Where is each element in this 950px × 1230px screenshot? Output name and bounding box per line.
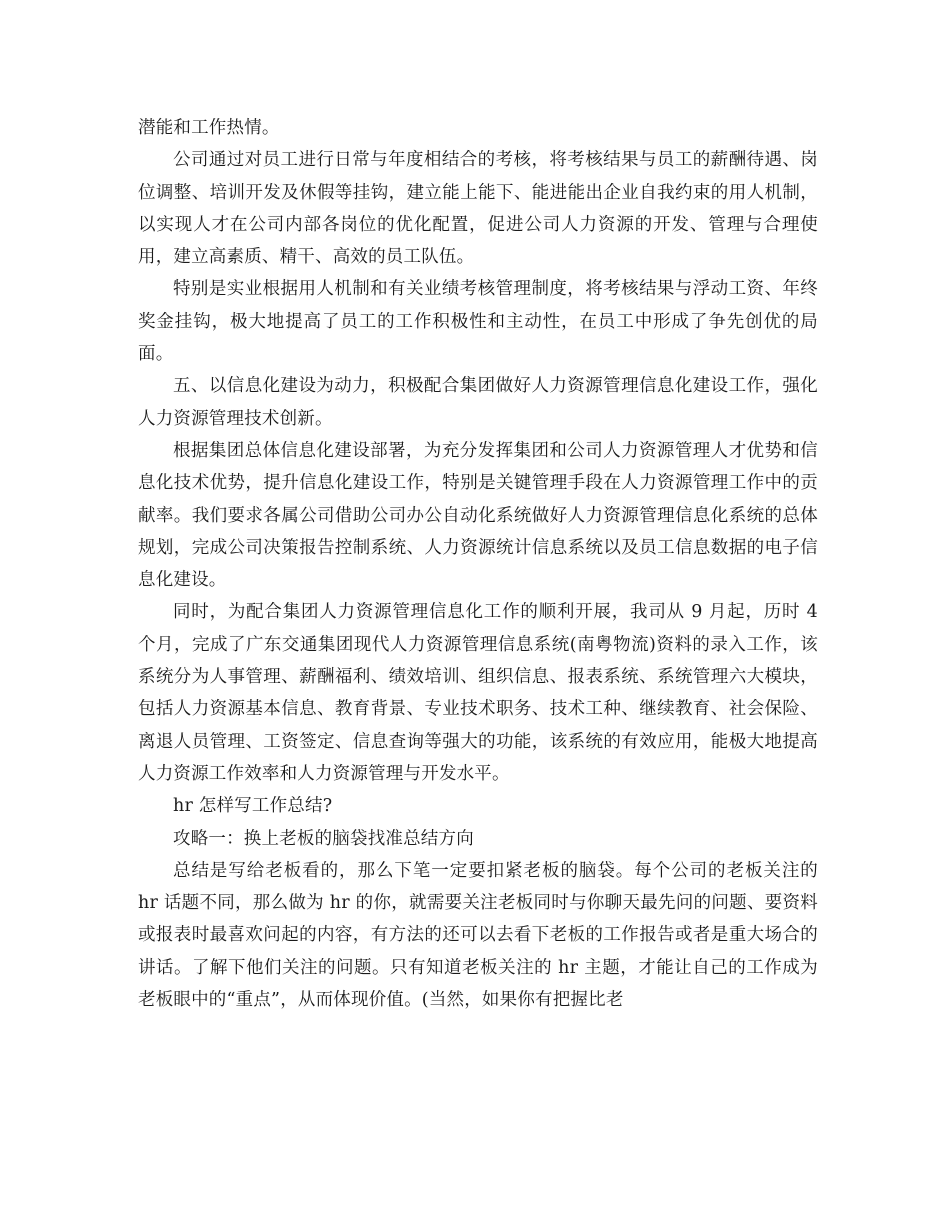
question-heading: hr 怎样写工作总结?	[173, 796, 333, 817]
paragraph-1: 潜能和工作热情。	[138, 118, 280, 138]
paragraph-3: 特别是实业根据用人机制和有关业绩考核管理制度，将考核结果与浮动工资、年终奖金挂钩，极大地提高了员工的工作积极性和主动性，在员工中形成了争先创优的局面。	[138, 279, 818, 365]
strategy-one-heading: 攻略一：换上老板的脑袋找准总结方向	[173, 828, 474, 849]
paragraph-9: 总结是写给老板看的，那么下笔一定要扣紧老板的脑袋。每个公司的老板关注的 hr 话题不同，那么做为 hr 的你，就需要关注老板同时与你聊天最先问的问题、要资料或报表时最喜欢问起的内容，有方法的还可以去看下老板的工作报告或者是重大场合的讲话。了解下他们关注的问题。只有知道老板关注的 hr 主题，才能让自己的工作成为老板眼中的“重点”，从而体现价值。(当然，如果你有把握比老	[138, 860, 818, 1011]
section-heading-five: 五、以信息化建设为动力，积极配合集团做好人力资源管理信息化建设工作，强化人力资源管理技术创新。	[138, 376, 818, 429]
document-body	[138, 112, 818, 1016]
paragraph-6: 同时，为配合集团人力资源管理信息化工作的顺利开展，我司从 9 月起，历时 4 个月，完成了广东交通集团现代人力资源管理信息系统(南粤物流)资料的录入工作，该系统分为人事管理、薪酬福利、绩效培训、组织信息、报表系统、系统管理六大模块，包括人力资源基本信息、教育背景、专业技术职务、技术工种、继续教育、社会保险、离退人员管理、工资签定、信息查询等强大的功能，该系统的有效应用，能极大地提高人力资源工作效率和人力资源管理与开发水平。	[138, 602, 818, 784]
paragraph-2: 公司通过对员工进行日常与年度相结合的考核，将考核结果与员工的薪酬待遇、岗位调整、培训开发及休假等挂钩，建立能上能下、能进能出企业自我约束的用人机制，以实现人才在公司内部各岗位的优化配置，促进公司人力资源的开发、管理与合理使用，建立高素质、精干、高效的员工队伍。	[138, 150, 818, 268]
paragraph-5: 根据集团总体信息化建设部署，为充分发挥集团和公司人力资源管理人才优势和信息化技术优势，提升信息化建设工作，特别是关键管理手段在人力资源管理工作中的贡献率。我们要求各属公司借助公司办公自动化系统做好人力资源管理信息化系统的总体规划，完成公司决策报告控制系统、人力资源统计信息系统以及员工信息数据的电子信息化建设。	[138, 440, 818, 591]
